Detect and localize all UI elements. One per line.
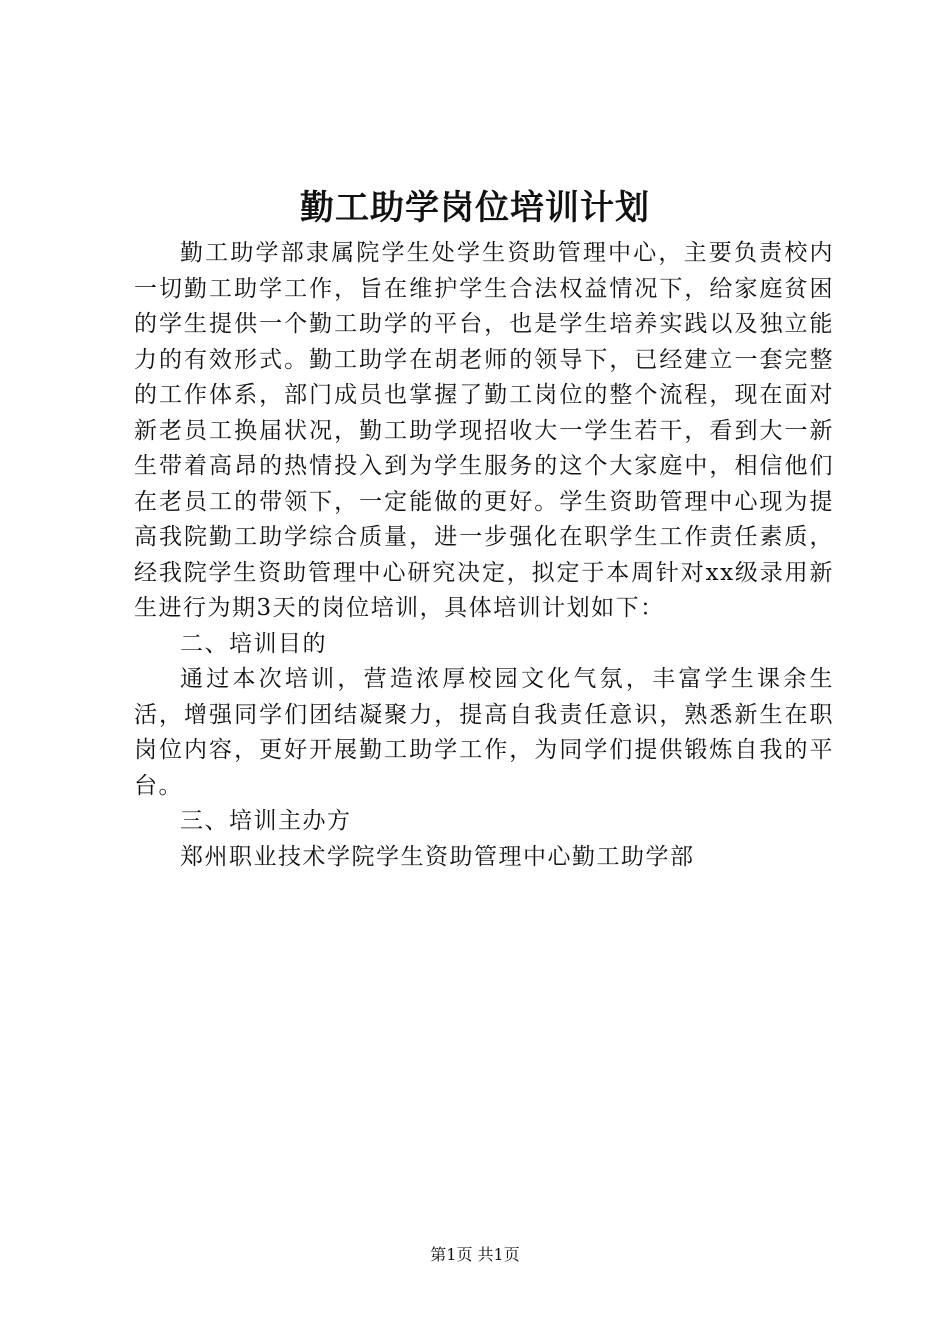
document-title: 勤工助学岗位培训计划	[300, 188, 650, 228]
document-body	[134, 236, 834, 875]
page-number-footer: 第1页 共1页	[430, 1245, 520, 1264]
intro-paragraph: 勤工助学部隶属院学生处学生资助管理中心，主要负责校内一切勤工助学工作，旨在维护学生合法权益情况下，给家庭贫困的学生提供一个勤工助学的平台，也是学生培养实践以及独立能力的有效形式。勤工助学在胡老师的领导下，已经建立一套完整的工作体系，部门成员也掌握了勤工岗位的整个流程，现在面对新老员工换届状况，勤工助学现招收大一学生若干，看到大一新生带着高昂的热情投入到为学生服务的这个大家庭中，相信他们在老员工的带领下，一定能做的更好。学生资助管理中心现为提高我院勤工助学综合质量，进一步强化在职学生工作责任素质，经我院学生资助管理中心研究决定，拟定于本周针对xx级录用新生进行为期3天的岗位培训，具体培训计划如下：	[134, 240, 834, 621]
section-heading-training-purpose: 二、培训目的	[180, 630, 327, 657]
section-heading-organizer: 三、培训主办方	[180, 808, 352, 834]
training-purpose-paragraph: 通过本次培训，营造浓厚校园文化气氛，丰富学生课余生活，增强同学们团结凝聚力，提高自我责任意识，熟悉新生在职岗位内容，更好开展勤工助学工作，为同学们提供锻炼自我的平台。	[134, 666, 834, 799]
organizer-paragraph: 郑州职业技术学院学生资助管理中心勤工助学部	[180, 843, 695, 870]
